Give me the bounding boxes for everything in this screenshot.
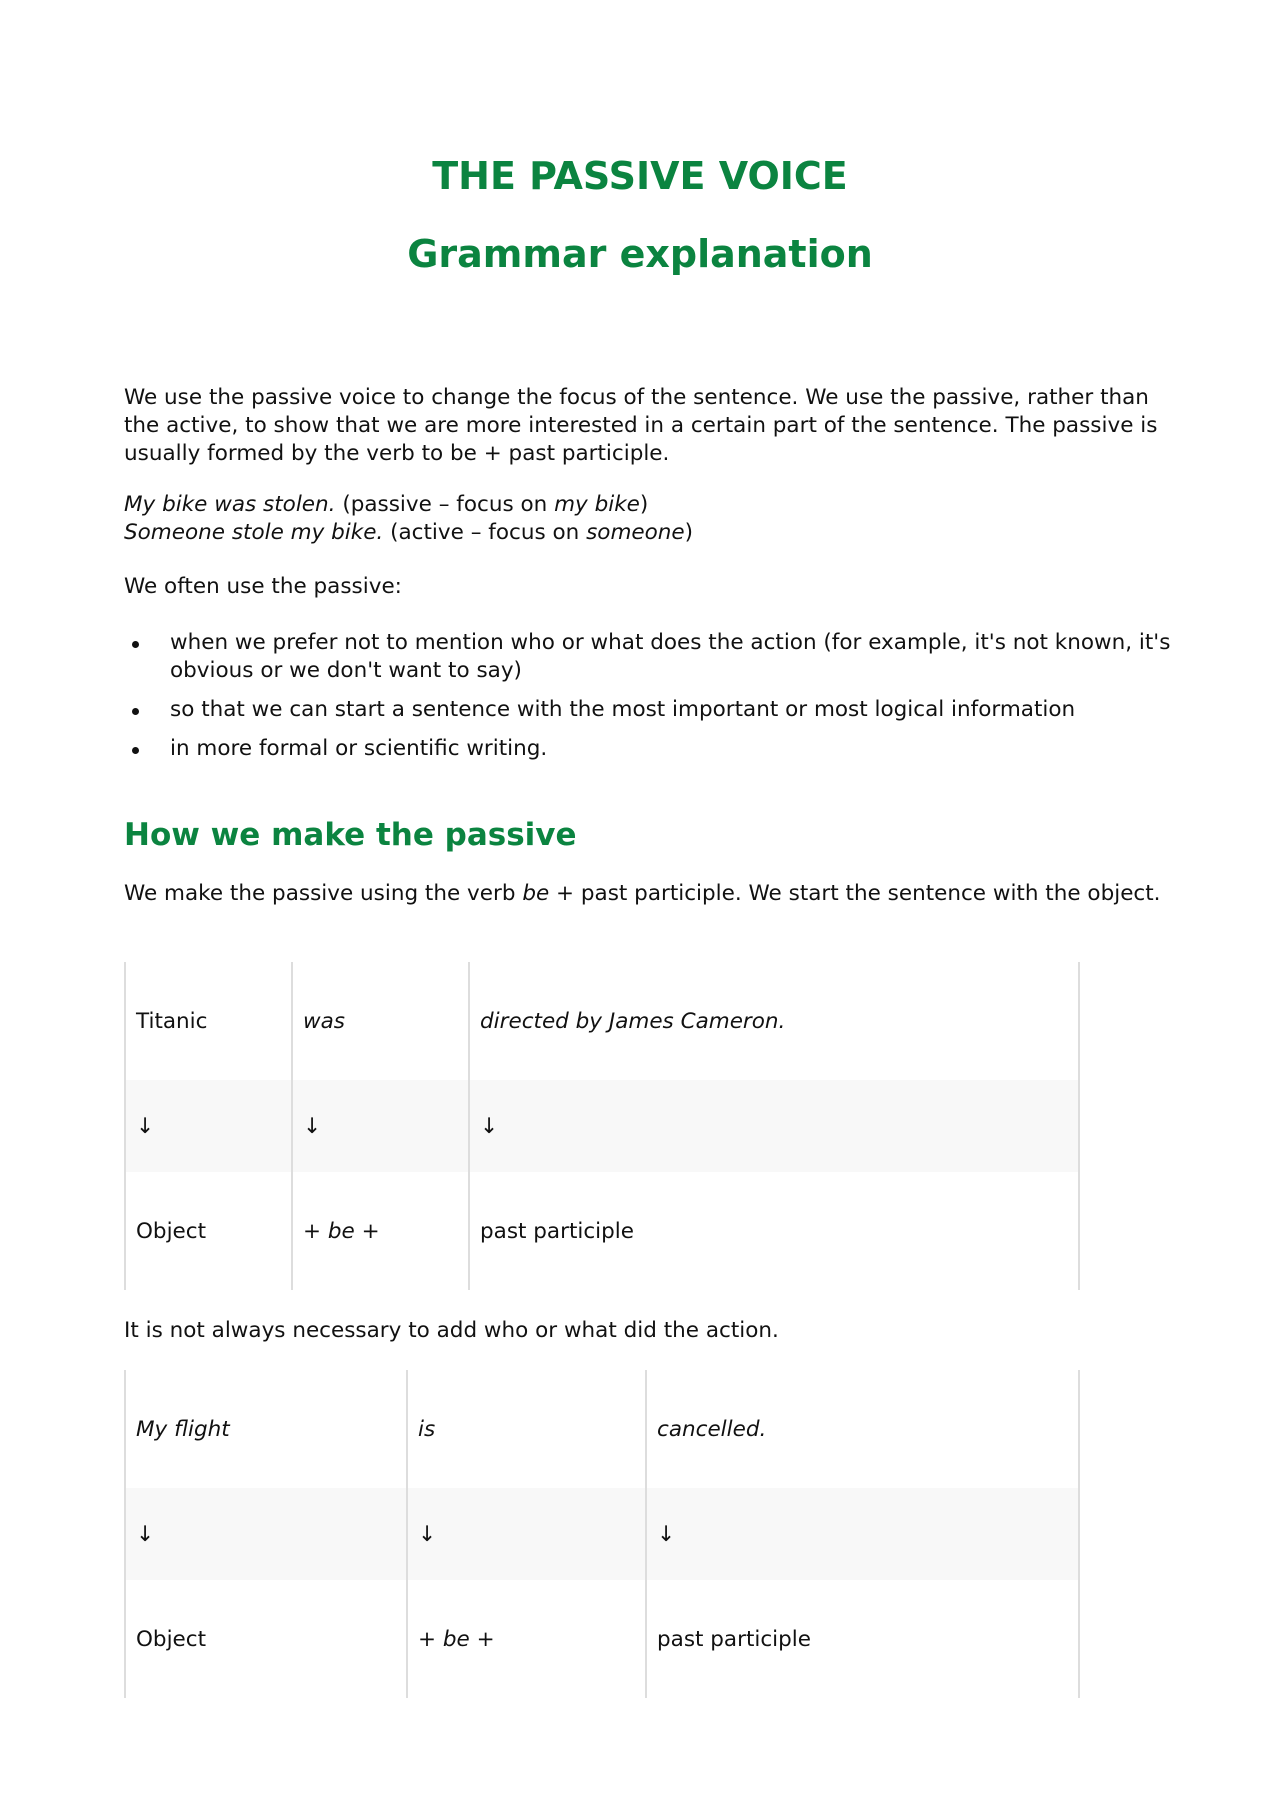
cell-verb: be	[327, 1218, 355, 1244]
cell-text: +	[303, 1218, 328, 1244]
arrow-down-icon: ↓	[125, 1488, 407, 1580]
example-active	[124, 519, 1174, 547]
table-cell	[407, 1580, 646, 1698]
arrow-down-icon: ↓	[469, 1080, 1079, 1172]
not-always-paragraph: It is not always necessary to add who or what did the action.	[124, 1318, 779, 1343]
example-note: (passive – focus on	[335, 492, 555, 517]
section-heading: How we make the passive	[124, 817, 577, 853]
cell-verb: be	[442, 1626, 470, 1652]
cell-text-end: +	[354, 1218, 380, 1244]
table-cell: Titanic	[125, 962, 292, 1080]
table-cell: My flight	[125, 1370, 407, 1488]
how-text-end: + past participle. We start the sentence with the object.	[549, 881, 1161, 906]
arrow-down-icon: ↓	[646, 1488, 1079, 1580]
table-row	[125, 1488, 1079, 1580]
arrow-down-icon: ↓	[407, 1488, 646, 1580]
table-cell: cancelled.	[646, 1370, 1079, 1488]
passive-structure-table-1	[124, 962, 1080, 1290]
table-cell: past participle	[646, 1580, 1079, 1698]
how-paragraph	[124, 880, 1174, 908]
example-sentence: My bike was stolen.	[124, 492, 336, 517]
arrow-down-icon: ↓	[125, 1080, 292, 1172]
how-verb: be	[522, 881, 550, 906]
example-passive	[124, 491, 1174, 519]
passive-structure-table-2	[124, 1370, 1080, 1698]
example-note-end: )	[639, 492, 649, 517]
list-item: so that we can start a sentence with the most important or most logical information	[124, 696, 1174, 724]
page-subtitle: Grammar explanation	[407, 232, 873, 276]
example-note-end: )	[684, 520, 694, 545]
table-cell	[292, 1172, 469, 1290]
table-cell: directed by James Cameron.	[469, 962, 1079, 1080]
page-title: THE PASSIVE VOICE	[432, 154, 848, 198]
usage-list	[124, 629, 1174, 774]
usage-lead: We often use the passive:	[124, 574, 402, 599]
example-focus: someone	[586, 520, 685, 545]
table-cell: Object	[125, 1172, 292, 1290]
arrow-down-icon: ↓	[292, 1080, 469, 1172]
example-note: (active – focus on	[383, 520, 587, 545]
table-row	[125, 1580, 1079, 1698]
table-row	[125, 962, 1079, 1080]
example-sentence: Someone stole my bike.	[124, 520, 384, 545]
table-cell: past participle	[469, 1172, 1079, 1290]
table-cell: was	[292, 962, 469, 1080]
list-item: when we prefer not to mention who or what does the action (for example, it's not known, it's obvious or we don't want to say)	[124, 629, 1174, 685]
table-row	[125, 1172, 1079, 1290]
example-focus: my bike	[554, 492, 640, 517]
example-sentences	[124, 491, 1174, 547]
cell-text: +	[418, 1626, 443, 1652]
table-cell: is	[407, 1370, 646, 1488]
table-row	[125, 1370, 1079, 1488]
intro-paragraph: We use the passive voice to change the focus of the sentence. We use the passive, rather than the active, to show that we are more interested in a certain part of the sentence. The passive is usually formed by the verb to be + past participle.	[124, 385, 1158, 466]
table-cell: Object	[125, 1580, 407, 1698]
how-text: We make the passive using the verb	[124, 881, 523, 906]
list-item: in more formal or scientific writing.	[124, 735, 1174, 763]
cell-text-end: +	[469, 1626, 495, 1652]
table-row	[125, 1080, 1079, 1172]
